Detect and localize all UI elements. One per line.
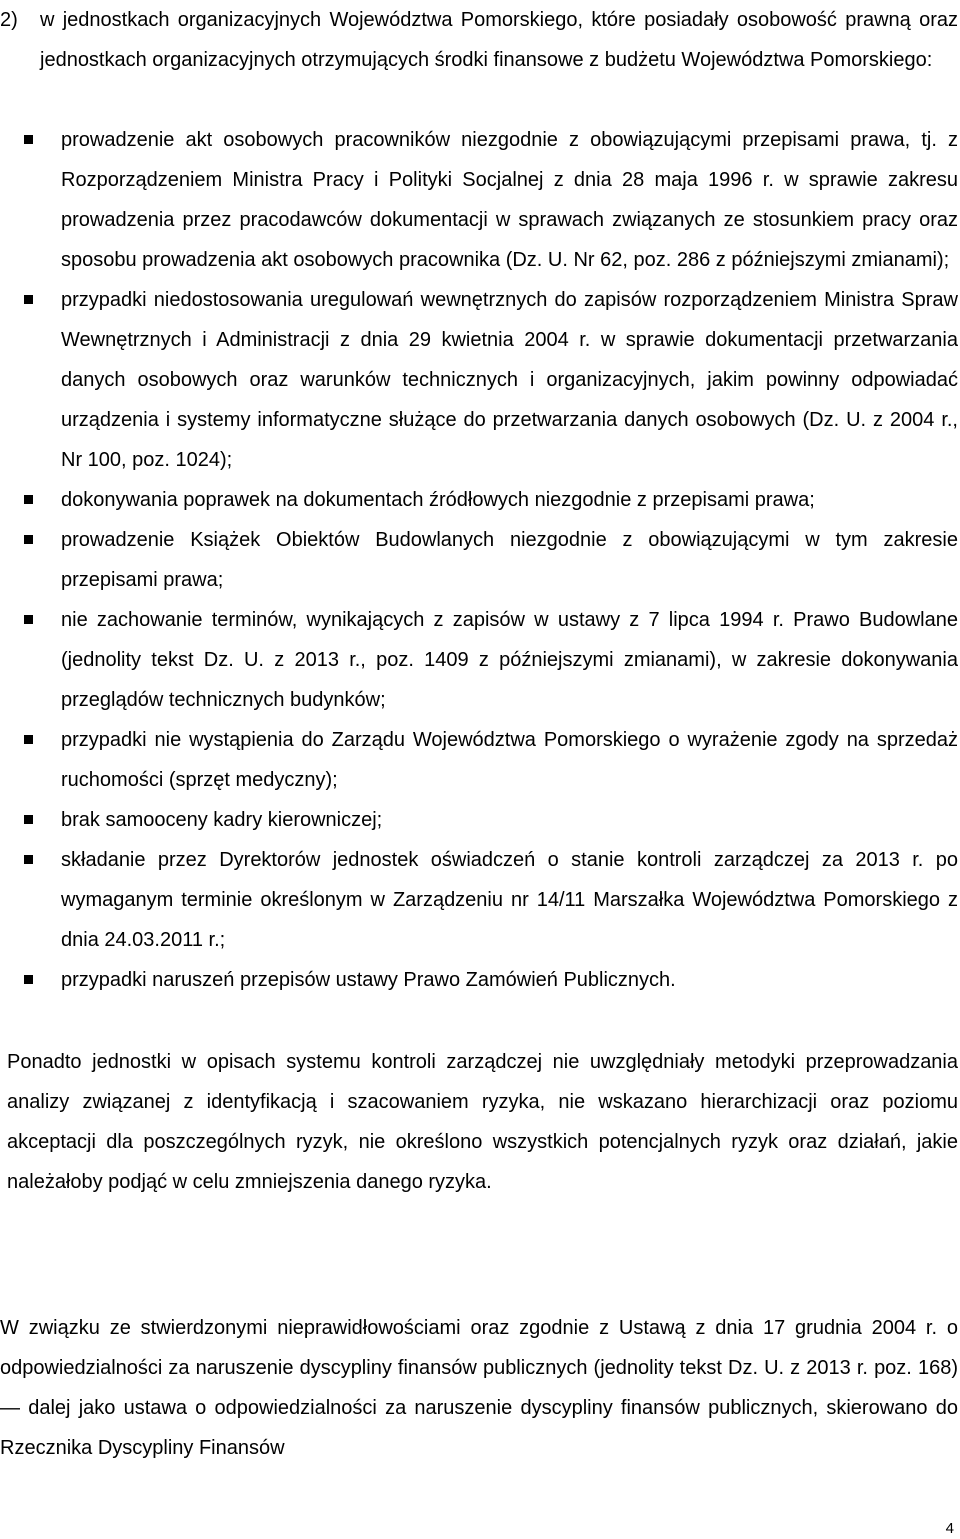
list-item-text: przypadki niedostosowania uregulowań wewnętrznych do zapisów rozporządzeniem Ministra Spraw Wewnętrznych i Administracji z dnia 29 kwietnia 2004 r. w sprawie dokumentacji przetwarzania danych osobowych oraz warunków technicznych i organizacyjnych, jakim powinny odpowiadać urządzenia i systemy informatyczne służące do przetwarzania danych osobowych (Dz. U. z 2004 r., Nr 100, poz. 1024); [61,289,958,471]
square-bullet-icon [24,535,33,544]
square-bullet-icon [24,815,33,824]
square-bullet-icon [24,855,33,864]
list-item [0,720,958,800]
square-bullet-icon [24,495,33,504]
list-item [0,600,958,720]
square-bullet-icon [24,135,33,144]
square-bullet-icon [24,735,33,744]
list-item-text: prowadzenie Książek Obiektów Budowlanych niezgodnie z obowiązującymi w tym zakresie przepisami prawa; [61,529,958,591]
list-item-text: składanie przez Dyrektorów jednostek oświadczeń o stanie kontroli zarządczej za 2013 r. po wymaganym terminie określonym w Zarządzeniu nr 14/11 Marszałka Województwa Pomorskiego z dnia 24.03.2011 r.; [61,849,958,951]
list-item-text: przypadki nie wystąpienia do Zarządu Województwa Pomorskiego o wyrażenie zgody na sprzedaż ruchomości (sprzęt medyczny); [61,729,958,791]
list-item-text: nie zachowanie terminów, wynikających z zapisów w ustawy z 7 lipca 1994 r. Prawo Budowlane (jednolity tekst Dz. U. z 2013 r., poz. 1409 z późniejszymi zmianami), w zakresie dokonywania przeglądów technicznych budynków; [61,609,958,711]
square-bullet-icon [24,975,33,984]
list-item [0,480,958,520]
list-item [0,280,958,480]
intro-text: w jednostkach organizacyjnych Województwa Pomorskiego, które posiadały osobowość prawną oraz jednostkach organizacyjnych otrzymujących środki finansowe z budżetu Województwa Pomorskiego: [40,9,958,71]
page-number: 4 [945,1520,954,1537]
list-item [0,120,958,280]
list-item-text: dokonywania poprawek na dokumentach źródłowych niezgodnie z przepisami prawa; [61,489,815,511]
square-bullet-icon [24,295,33,304]
square-bullet-icon [24,615,33,624]
list-item [0,520,958,600]
list-item [0,960,958,1000]
list-number: 2) [0,9,18,31]
list-item-text: prowadzenie akt osobowych pracowników niezgodnie z obowiązującymi przepisami prawa, tj. z Rozporządzeniem Ministra Pracy i Polityki Socjalnej z dnia 28 maja 1996 r. w sprawie zakresu prowadzenia przez pracodawców dokumentacji w sprawach związanych ze stosunkiem pracy oraz sposobu prowadzenia akt osobowych pracownika (Dz. U. Nr 62, poz. 286 z późniejszymi zmianami); [61,129,958,271]
bullet-list [0,120,958,1000]
list-item-text: brak samooceny kadry kierowniczej; [61,809,383,831]
list-item [0,800,958,840]
list-item [0,840,958,960]
list-item-text: przypadki naruszeń przepisów ustawy Prawo Zamówień Publicznych. [61,969,676,991]
paragraph-conclusion: W związku ze stwierdzonymi nieprawidłowościami oraz zgodnie z Ustawą z dnia 17 grudnia 2004 r. o odpowiedzialności za naruszenie dyscypliny finansów publicznych (jednolity tekst Dz. U. z 2013 r. poz. 168) — dalej jako ustawa o odpowiedzialności za naruszenie dyscypliny finansów publicznych, skierowano do Rzecznika Dyscypliny Finansów [0,1317,958,1459]
paragraph-risk-analysis: Ponadto jednostki w opisach systemu kontroli zarządczej nie uwzględniały metodyki przeprowadzania analizy związanej z identyfikacją i szacowaniem ryzyka, nie wskazano hierarchizacji oraz poziomu akceptacji dla poszczególnych ryzyk, nie określono wszystkich potencjalnych ryzyk oraz działań, jakie należałoby podjąć w celu zmniejszenia danego ryzyka. [7,1051,958,1193]
